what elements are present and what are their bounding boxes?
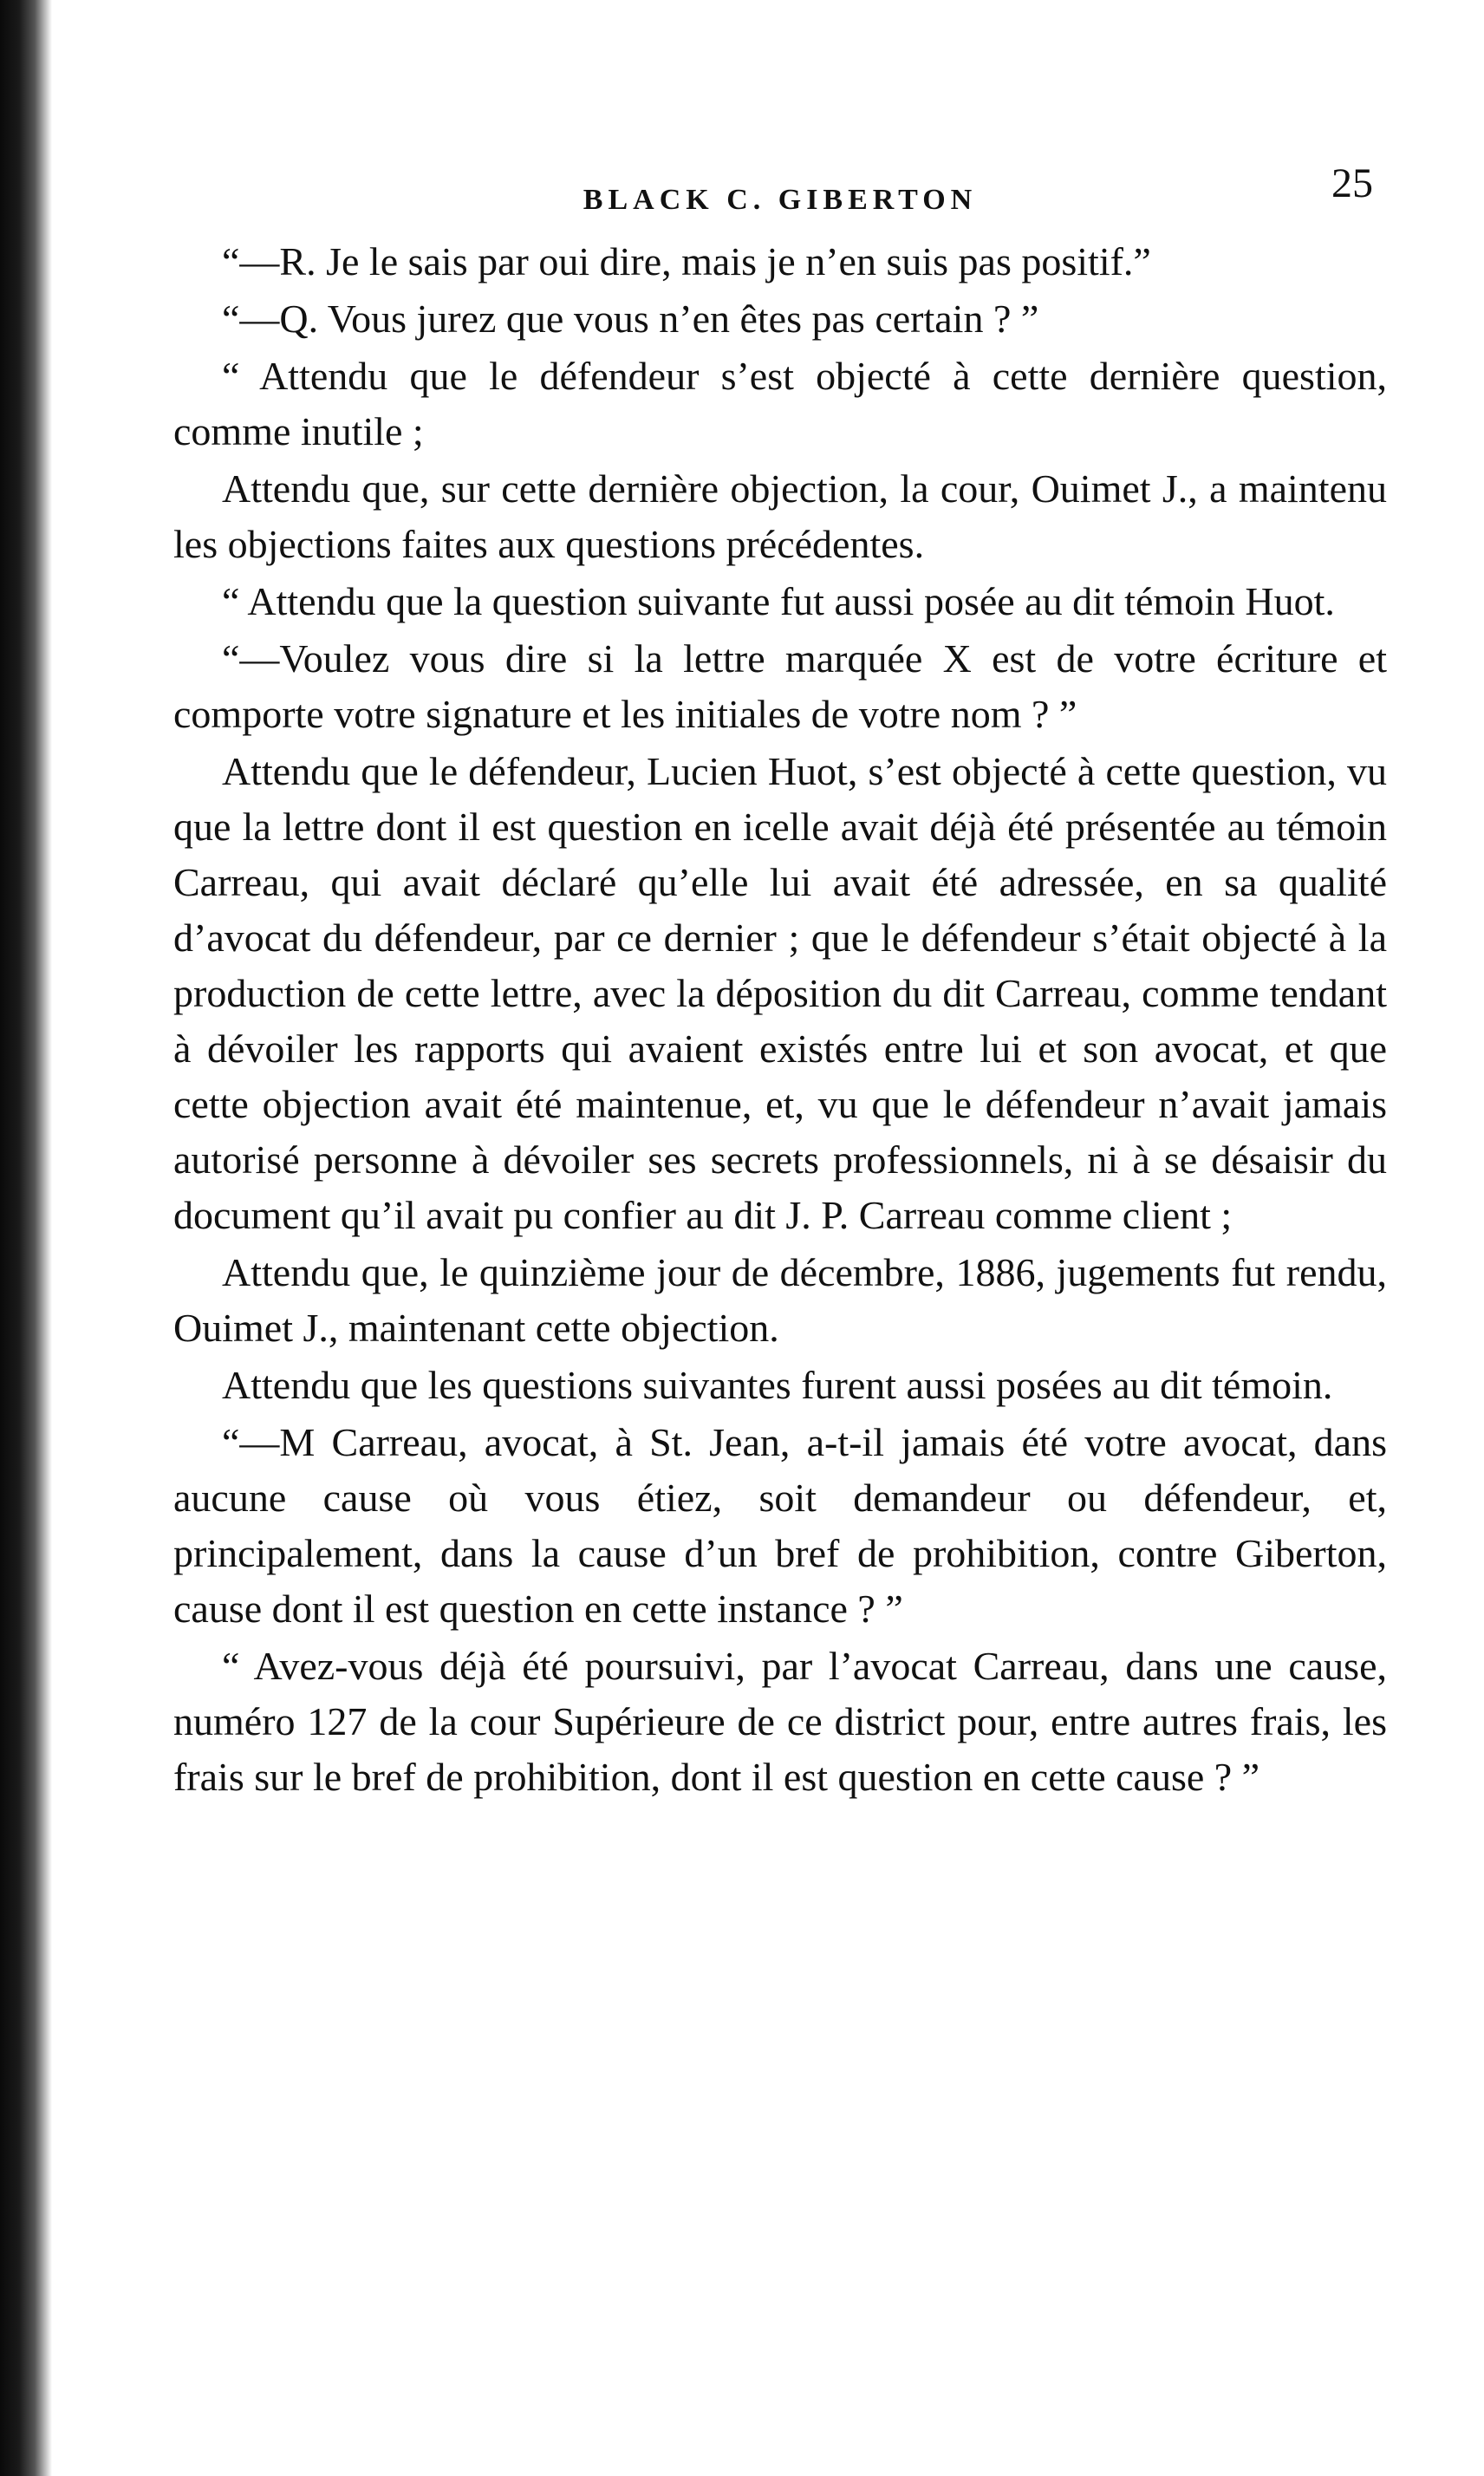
- body-text: [173, 234, 1387, 1805]
- book-page: [173, 139, 1387, 1805]
- paragraph: “ Attendu que le défendeur s’est objecté à cette dernière question, comme inutile ;: [173, 354, 1387, 453]
- paragraph: “—Voulez vous dire si la lettre marquée X est de votre écriture et comporte votre signature et les initiales de votre nom ? ”: [173, 636, 1387, 736]
- running-head: BLACK C. GIBERTON: [583, 184, 978, 216]
- paragraph: “—R. Je le sais par oui dire, mais je n’en suis pas positif.”: [222, 239, 1151, 283]
- paragraph: Attendu que, sur cette dernière objection, la cour, Ouimet J., a maintenu les objections faites aux questions précédentes.: [173, 466, 1387, 566]
- paragraph: “ Avez-vous déjà été poursuivi, par l’avocat Carreau, dans une cause, numéro 127 de la cour Supérieure de ce district pour, entre autres frais, les frais sur le bref de prohibition, dont il est question en cette cause ? ”: [173, 1644, 1387, 1799]
- page-header: [173, 139, 1387, 234]
- page-binding-edge: [0, 0, 52, 2476]
- paragraph: “—M Carreau, avocat, à St. Jean, a-t-il jamais été votre avocat, dans aucune cause où vous étiez, soit demandeur ou défendeur, et, principalement, dans la cause d’un bref de prohibition, contre Giberton, cause dont il est question en cette instance ? ”: [173, 1420, 1387, 1631]
- paragraph: Attendu que le défendeur, Lucien Huot, s’est objecté à cette question, vu que la lettre dont il est question en icelle avait déjà été présentée au témoin Carreau, qui avait déclaré qu’elle lui avait été adressée, en sa qualité d’avocat du défendeur, par ce dernier ; que le défendeur s’était objecté à la production de cette lettre, avec la déposition du dit Carreau, comme tendant à dévoiler les rapports qui avaient existés entre lui et son avocat, et que cette objection avait été maintenue, et, vu que le défendeur n’avait jamais autorisé personne à dévoiler ses secrets professionnels, ni à se désaisir du document qu’il avait pu confier au dit J. P. Carreau comme client ;: [173, 749, 1387, 1237]
- paragraph: “ Attendu que la question suivante fut aussi posée au dit témoin Huot.: [222, 579, 1335, 623]
- paragraph: Attendu que les questions suivantes furent aussi posées au dit témoin.: [222, 1363, 1333, 1407]
- page-number: 25: [1331, 160, 1373, 206]
- paragraph: Attendu que, le quinzième jour de décembre, 1886, jugements fut rendu, Ouimet J., maintenant cette objection.: [173, 1250, 1387, 1350]
- paragraph: “—Q. Vous jurez que vous n’en êtes pas certain ? ”: [222, 296, 1039, 341]
